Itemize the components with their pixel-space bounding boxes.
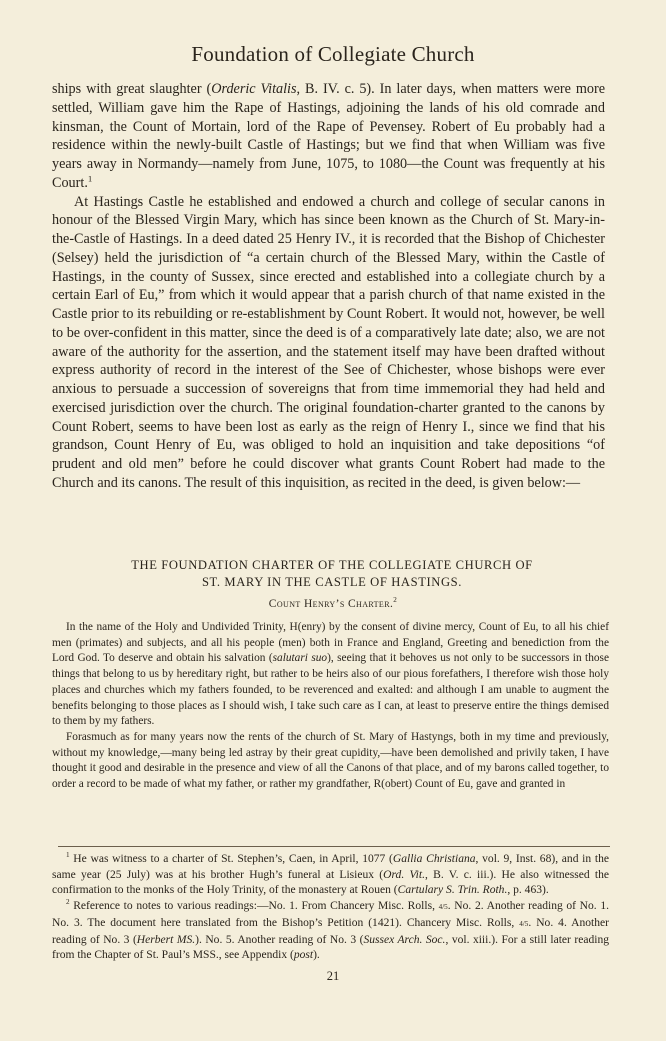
citation-italic: post bbox=[293, 949, 314, 962]
latin-phrase-italic: salutari suo bbox=[272, 652, 328, 665]
footnote-1 bbox=[52, 852, 609, 899]
text-run: ships with great slaughter ( bbox=[52, 81, 212, 97]
charter-title bbox=[52, 557, 612, 590]
text-run: . No. 2. Another reading of No. 1. No. 3. The document here translated from the Bishop’s Petition (1421). Chancery Misc. Rolls, bbox=[52, 900, 609, 929]
text-run: In the name of the Holy and Undivided Trinity, H(enry) by the consent of divine mercy, Count of Eu, to all his chief men (primates) and subjects, and all his people (men) both in France and England, Greeting and benediction from the Lord God. To deserve and obtain his salvation ( bbox=[52, 621, 609, 665]
text-run: Reference to notes to various readings:—No. 1. From Chancery Misc. Rolls, bbox=[73, 900, 439, 913]
roll-fraction: 4/5 bbox=[438, 903, 448, 912]
citation-italic: Sussex Arch. Soc. bbox=[363, 933, 446, 946]
footnote-number: 2 bbox=[66, 898, 70, 907]
footnote-number: 1 bbox=[66, 851, 70, 860]
text-run: , B. IV. c. 5). In later days, when matters were more settled, William gave him the Rape of Hastings, adjoining the lands of his old comrade and kinsman, the Count of Mortain, lord of the Rape of Pevensey. Robert of Eu probably had a residence within the newly-built Castle of Hastings; but we find that when William was five years away in Normandy—namely from June, 1075, to 1080—the Count was frequently at his Court. bbox=[52, 81, 605, 191]
text-run: ). bbox=[313, 949, 320, 962]
main-text bbox=[52, 80, 605, 493]
subtitle-text: Count Henry’s Charter. bbox=[268, 598, 394, 610]
citation-italic: Gallia Christiana bbox=[392, 853, 476, 865]
charter-paragraph-1 bbox=[52, 620, 609, 730]
charter-text bbox=[52, 620, 609, 793]
text-run: , vol. xiii.). For a still later reading from the Chapter of St. Paul’s MSS., see Appendix ( bbox=[52, 933, 609, 962]
text-run: He was witness to a charter of St. Stephen’s, Caen, in April, 1077 ( bbox=[73, 853, 393, 865]
roll-fraction: 4/5 bbox=[519, 919, 529, 928]
footnote-rule bbox=[58, 846, 610, 847]
charter-title-line: THE FOUNDATION CHARTER OF THE COLLEGIATE CHURCH OF bbox=[131, 558, 533, 572]
page-number: 21 bbox=[326, 969, 340, 983]
text-run: . No. 4. Another reading of No. 3 ( bbox=[52, 916, 609, 946]
citation-italic: Ord. Vit. bbox=[383, 868, 425, 881]
paragraph-2: At Hastings Castle he established and endowed a church and college of secular canons in honour of the Blessed Virgin Mary, which has since been known as the Church of St. Mary-in-the-Castle of Hastings. In a deed dated 25 Henry IV., it is recorded that the Bishop of Chichester (Selsey) held the jurisdiction of “a certain church of the Blessed Mary, within the Castle of Hastings, in the county of Sussex, since erected and established into a collegiate church by a certain Earl of Eu,” from which it would appear that a parish church of that name existed in the Castle prior to its rebuilding or re-establishment by Count Robert. It would not, however, be well to be over-confident in this matter, since the deed is of a comparatively late date; also, we are not aware of the authority for the assertion, and the statement itself may have been drafted without express authority of record in the interest of the See of Chichester, whose bishops were ever anxious to persuade a succession of sovereigns that from time immemorial they had held and exercised jurisdiction over the church. The original foundation-charter granted to the canons by Count Robert, seems to have been lost as early as the reign of Henry I., since we find that his grandson, Count Henry of Eu, was obliged to hold an inquisition and take depositions “of prudent and old men” before he could discover what grants Count Robert had made to the Church and its canons. The result of this inquisition, as recited in the deed, is given below:— bbox=[52, 193, 605, 491]
text-run: , vol. 9, Inst. 68), and in the same year (25 July) was at his brother Hugh’s funeral at Lisieux ( bbox=[52, 853, 609, 881]
footnotes bbox=[52, 852, 609, 964]
text-run: ), seeing that it behoves us not only to be successors in those things that belong to us by hereditary right, but rather to be heirs also of our pious forefathers, I therefore wish those holy places and churches which my fathers founded, to be reverenced and exalted: and although I am unable to augment the benefits belonging to those places as I should wish, I take such care as I can, at least to preserve entire the things demised to them by my fathers. bbox=[52, 652, 609, 728]
charter-paragraph-2: Forasmuch as for many years now the rents of the church of St. Mary of Hastyngs, both in my time and previously, without my knowledge,—many being led astray by their great cupidity,—have been demolished and privily taken, I have thought it good and desirable in the presence and view of all the Canons of that place, and of my barons called together, to order a record to be made of what my father, or rather my grandfather, R(obert) Count of Eu, gave and granted in bbox=[52, 730, 609, 791]
footnote-marker: 2 bbox=[393, 596, 398, 605]
citation-italic: Cartulary S. Trin. Roth. bbox=[397, 884, 508, 897]
footnote-2 bbox=[52, 899, 609, 964]
charter-subtitle bbox=[0, 598, 666, 610]
running-head: Foundation of Collegiate Church bbox=[191, 42, 475, 66]
text-run: , p. 463). bbox=[507, 884, 549, 897]
charter-title-line: ST. MARY IN THE CASTLE OF HASTINGS. bbox=[201, 574, 463, 589]
citation-italic: Orderic Vitalis bbox=[211, 81, 297, 97]
footnote-marker: 1 bbox=[87, 173, 93, 184]
text-run: , B. V. c. iii.). He also witnessed the confirmation to the monks of the Holy Trinity, of the monastery at Rouen ( bbox=[52, 868, 610, 897]
paragraph-1 bbox=[52, 80, 605, 193]
text-run: ). No. 5. Another reading of No. 3 ( bbox=[195, 933, 364, 946]
citation-italic: Herbert MS. bbox=[136, 933, 196, 946]
